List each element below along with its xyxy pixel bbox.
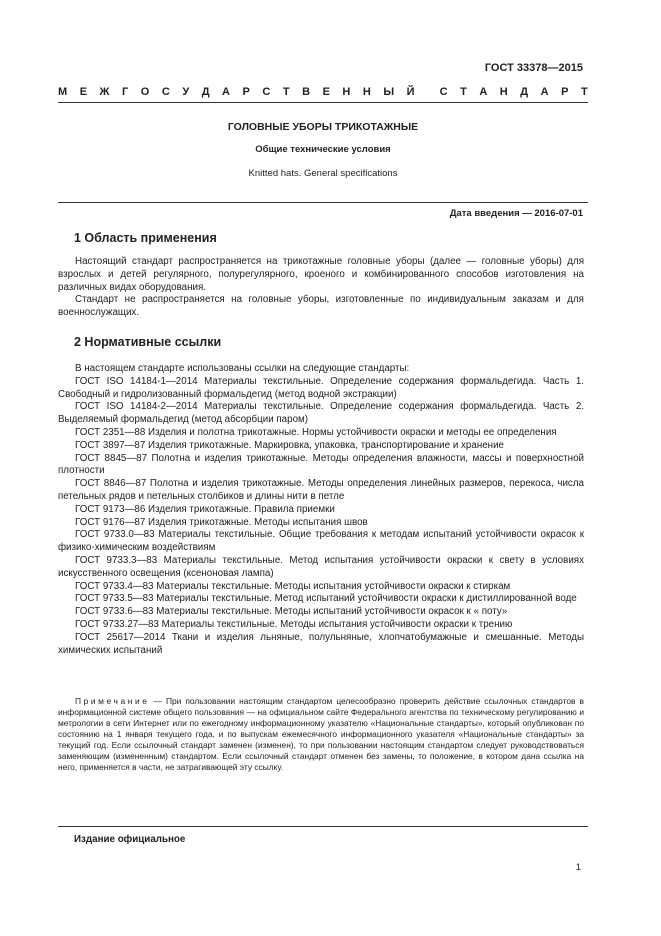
- banner-letter: М: [58, 86, 68, 98]
- banner-letter: А: [540, 86, 549, 98]
- reference-item: ГОСТ 9733.6—83 Материалы текстильные. Методы испытаний устойчивости окрасок к « поту»: [75, 606, 508, 618]
- title-divider: [58, 202, 588, 203]
- banner-letter: А: [222, 86, 230, 98]
- banner-letter: Р: [561, 86, 569, 98]
- banner-letter: Е: [79, 86, 88, 98]
- reference-item: ГОСТ ISO 14184-2—2014 Материалы текстильные. Определение содержания формальдегида. Часть 2. Выделяемый формальдегид (метод абсорбции паром): [58, 401, 584, 426]
- banner-letter: Т: [580, 86, 588, 98]
- note-block: [58, 696, 584, 773]
- reference-item: ГОСТ 9733.3—83 Материалы текстильные. Метод испытания устойчивости окраски к свету в условиях искусственного освещения (ксеноновая лампа): [58, 554, 584, 579]
- banner-letter: Е: [322, 86, 330, 98]
- banner-letter: Д: [201, 86, 210, 98]
- reference-item: ГОСТ 9733.0—83 Материалы текстильные. Общие требования к методам испытаний устойчивости окрасок к физико-химическим воздействиям: [58, 529, 584, 554]
- document-subtitle: Общие технические условия: [255, 144, 391, 155]
- reference-item: ГОСТ 9733.4—83 Материалы текстильные. Методы испытания устойчивости окраски к стиркам: [75, 580, 511, 592]
- interstate-standard-banner: [58, 86, 588, 98]
- introduction-date: Дата введения — 2016-07-01: [449, 208, 583, 219]
- section-scope-body: [58, 256, 584, 320]
- document-title: ГОЛОВНЫЕ УБОРЫ ТРИКОТАЖНЫЕ: [227, 121, 419, 133]
- section-heading-references: 2 Нормативные ссылки: [74, 335, 222, 349]
- banner-letter: У: [182, 86, 190, 98]
- reference-item: ГОСТ 9173—86 Изделия трикотажные. Правила приемки: [75, 503, 335, 515]
- reference-item: ГОСТ 2351—88 Изделия и полотна трикотажные. Нормы устойчивости окраски и методы ее определения: [75, 426, 557, 438]
- section-heading-scope: 1 Область применения: [74, 231, 217, 245]
- page-number: 1: [575, 862, 581, 873]
- banner-letter: С: [439, 86, 448, 98]
- reference-item: ГОСТ 8845—87 Полотна и изделия трикотажные. Методы определения влажности, массы и поверхностной плотности: [58, 452, 584, 477]
- banner-letter: О: [140, 86, 150, 98]
- reference-item: ГОСТ 9176—87 Изделия трикотажные. Методы испытания швов: [75, 516, 368, 528]
- note-label: Примечание: [75, 696, 150, 706]
- paragraph: Настоящий стандарт распространяется на трикотажные головные уборы (далее — головные уборы) для взрослых и детей регулярного, полурегулярного, кроеного и комбинированного способов изготовления на различных видах оборудования.: [58, 256, 584, 293]
- paragraph: Стандарт не распространяется на головные уборы, изготовленные по индивидуальным заказам и для военнослужащих.: [58, 294, 584, 319]
- banner-letter: В: [302, 86, 311, 98]
- banner-letter: Р: [242, 86, 250, 98]
- banner-letter: Т: [282, 86, 290, 98]
- reference-item: ГОСТ 9733.5—83 Материалы текстильные. Метод испытаний устойчивости окраски к дистиллированной воде: [75, 593, 577, 605]
- banner-letter: Д: [520, 86, 529, 98]
- banner-letter: С: [262, 86, 271, 98]
- official-edition-label: Издание официальное: [74, 834, 186, 845]
- banner-letter: Г: [122, 86, 129, 98]
- banner-letter: Т: [460, 86, 467, 98]
- reference-item: ГОСТ 3897—87 Изделия трикотажные. Маркировка, упаковка, транспортирование и хранение: [75, 439, 505, 451]
- banner-letter: Н: [499, 86, 508, 98]
- banner-letter: Н: [342, 86, 351, 98]
- paragraph: В настоящем стандарте использованы ссылки на следующие стандарты:: [75, 363, 410, 374]
- footer-divider: [58, 826, 588, 827]
- english-title: Knitted hats. General specifications: [248, 168, 398, 179]
- section-references-body: [58, 363, 584, 657]
- banner-letter: С: [161, 86, 170, 98]
- note-text: — При пользовании настоящим стандартом целесообразно проверить действие ссылочных стандартов в информационной системе общего пользования — на официальном сайте Федерального агентства по техническому регулированию и метрологии в сети Интернет или по ежегодному информационному указателю «Национальные стандарты», который опубликован по состоянию на 1 января текущего года, и по выпускам ежемесячного информационного указателя «Национальные стандарты» за текущий год. Если ссылочный стандарт заменен (изменен), то при пользовании настоящим стандартом следует руководствоваться заменяющим (измененным) стандартом. Если ссылочный стандарт отменен без замены, то положение, в котором дана ссылка на него, применяется в части, не затрагивающей эту ссылку.: [58, 696, 584, 772]
- banner-letter: Ж: [99, 86, 110, 98]
- banner-letter: Н: [362, 86, 371, 98]
- reference-item: ГОСТ ISO 14184-1—2014 Материалы текстильные. Определение содержания формальдегида. Часть 1. Свободный и гидролизованный формальдегид (метод водной экстракции): [58, 375, 584, 400]
- header-divider: [58, 102, 588, 103]
- standard-number: ГОСТ 33378—2015: [484, 62, 583, 74]
- banner-letter: Ы: [383, 86, 395, 98]
- banner-letter: Й: [406, 86, 415, 98]
- reference-item: ГОСТ 25617—2014 Ткани и изделия льняные, полульняные, хлопчатобумажные и смешанные. Методы химических испытаний: [58, 631, 584, 656]
- reference-item: ГОСТ 8846—87 Полотна и изделия трикотажные. Методы определения линейных размеров, перекоса, числа петельных рядов и петельных столбиков и длины нити в петле: [58, 478, 584, 502]
- reference-item: ГОСТ 9733.27—83 Материалы текстильные. Методы испытания устойчивости окраски к трению: [75, 618, 513, 630]
- banner-letter: А: [479, 86, 488, 98]
